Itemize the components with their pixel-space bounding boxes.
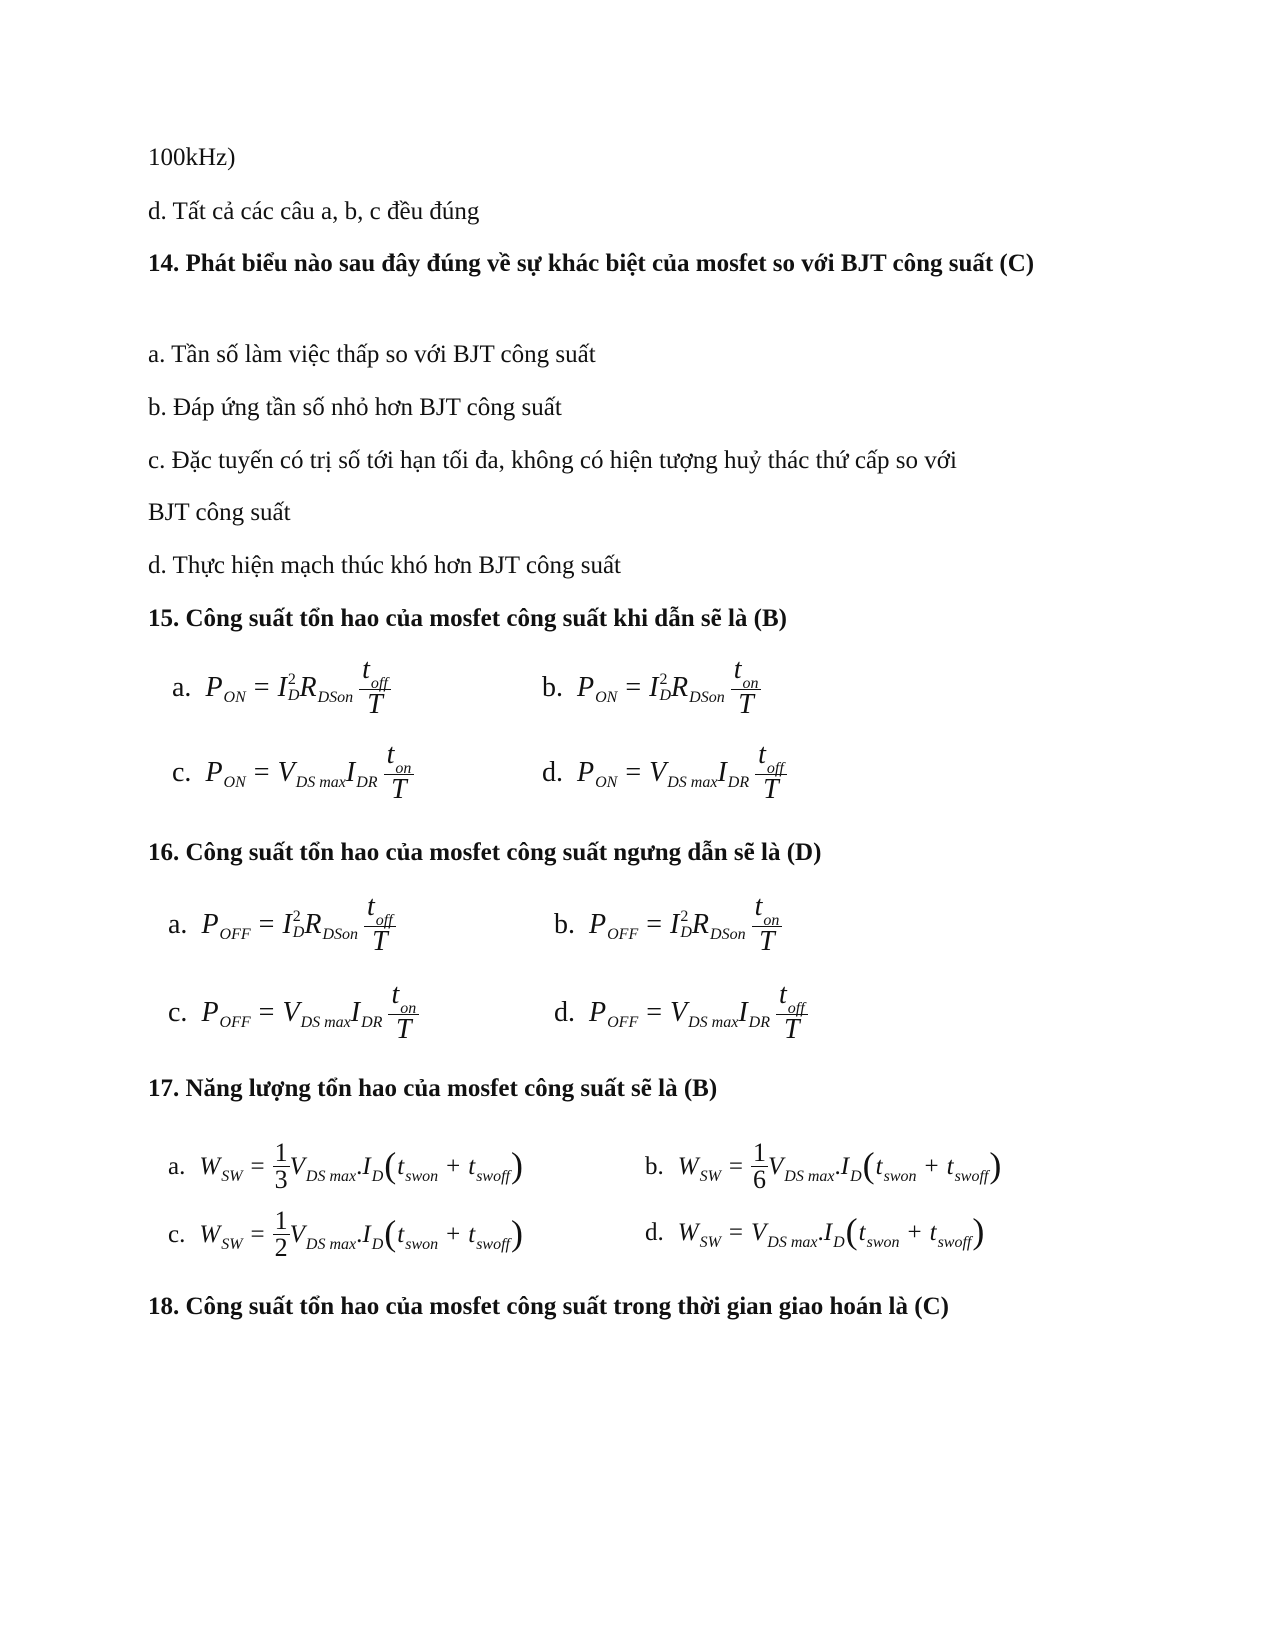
q15-option-c-formula: c. P ON = V DS max I DR $\frac{t_{on}}{T}$: [172, 740, 414, 805]
q17-option-c-formula: c. W SW = $\frac{1}{2}$ V DS max . I D ( t swon + t swoff ): [168, 1206, 523, 1262]
q16-option-c-formula: c. P OFF = V DS max I DR $\frac{t_{on}}{T}$: [168, 980, 419, 1045]
q15-option-b-formula: b. P ON = I 2 D R DSon $\frac{t_{on}}{T}$: [542, 655, 761, 720]
q16-option-a-formula: a. P OFF = I 2 D R DSon $\frac{t_{off}}{T}$: [168, 892, 396, 957]
q15-option-d-formula: d. P ON = V DS max I DR $\frac{t_{off}}{T}$: [542, 740, 787, 805]
text-line-100khz: 100kHz): [148, 144, 236, 171]
question-16: 16. Công suất tổn hao của mosfet công suất ngưng dẫn sẽ là (D): [148, 839, 822, 866]
question-14-option-c-line2: BJT công suất: [148, 499, 291, 526]
question-18: 18. Công suất tổn hao của mosfet công suất trong thời gian giao hoán là (C): [148, 1293, 949, 1320]
question-15: 15. Công suất tổn hao của mosfet công suất khi dẫn sẽ là (B): [148, 605, 787, 632]
q16-option-b-formula: b. P OFF = I 2 D R DSon $\frac{t_{on}}{T}$: [554, 892, 782, 957]
question-14: 14. Phát biểu nào sau đây đúng về sự khác biệt của mosfet so với BJT công suất (C): [148, 250, 1035, 277]
question-14-option-a: a. Tần số làm việc thấp so với BJT công suất: [148, 341, 596, 368]
q17-option-a-formula: a. W SW = $\frac{1}{3}$ V DS max . I D ( t swon + t swoff ): [168, 1138, 523, 1194]
q17-option-d-formula: d. W SW = V DS max . I D ( t swon + t swoff ): [645, 1211, 985, 1251]
q17-option-b-formula: b. W SW = $\frac{1}{6}$ V DS max . I D ( t swon + t swoff ): [645, 1138, 1002, 1194]
question-14-option-b: b. Đáp ứng tần số nhỏ hơn BJT công suất: [148, 394, 562, 421]
question-17: 17. Năng lượng tổn hao của mosfet công suất sẽ là (B): [148, 1075, 718, 1102]
q15-option-a-formula: a. P ON = I 2 D R DSon $\frac{t_{off}}{T}$: [172, 655, 391, 720]
q16-option-d-formula: d. P OFF = V DS max I DR $\frac{t_{off}}{T}$: [554, 980, 808, 1045]
question-14-option-d: d. Thực hiện mạch thúc khó hơn BJT công suất: [148, 552, 621, 579]
text-line-13d: d. Tất cả các câu a, b, c đều đúng: [148, 198, 480, 225]
question-14-option-c-line1: c. Đặc tuyến có trị số tới hạn tối đa, không có hiện tượng huỷ thác thứ cấp so với: [148, 447, 957, 474]
